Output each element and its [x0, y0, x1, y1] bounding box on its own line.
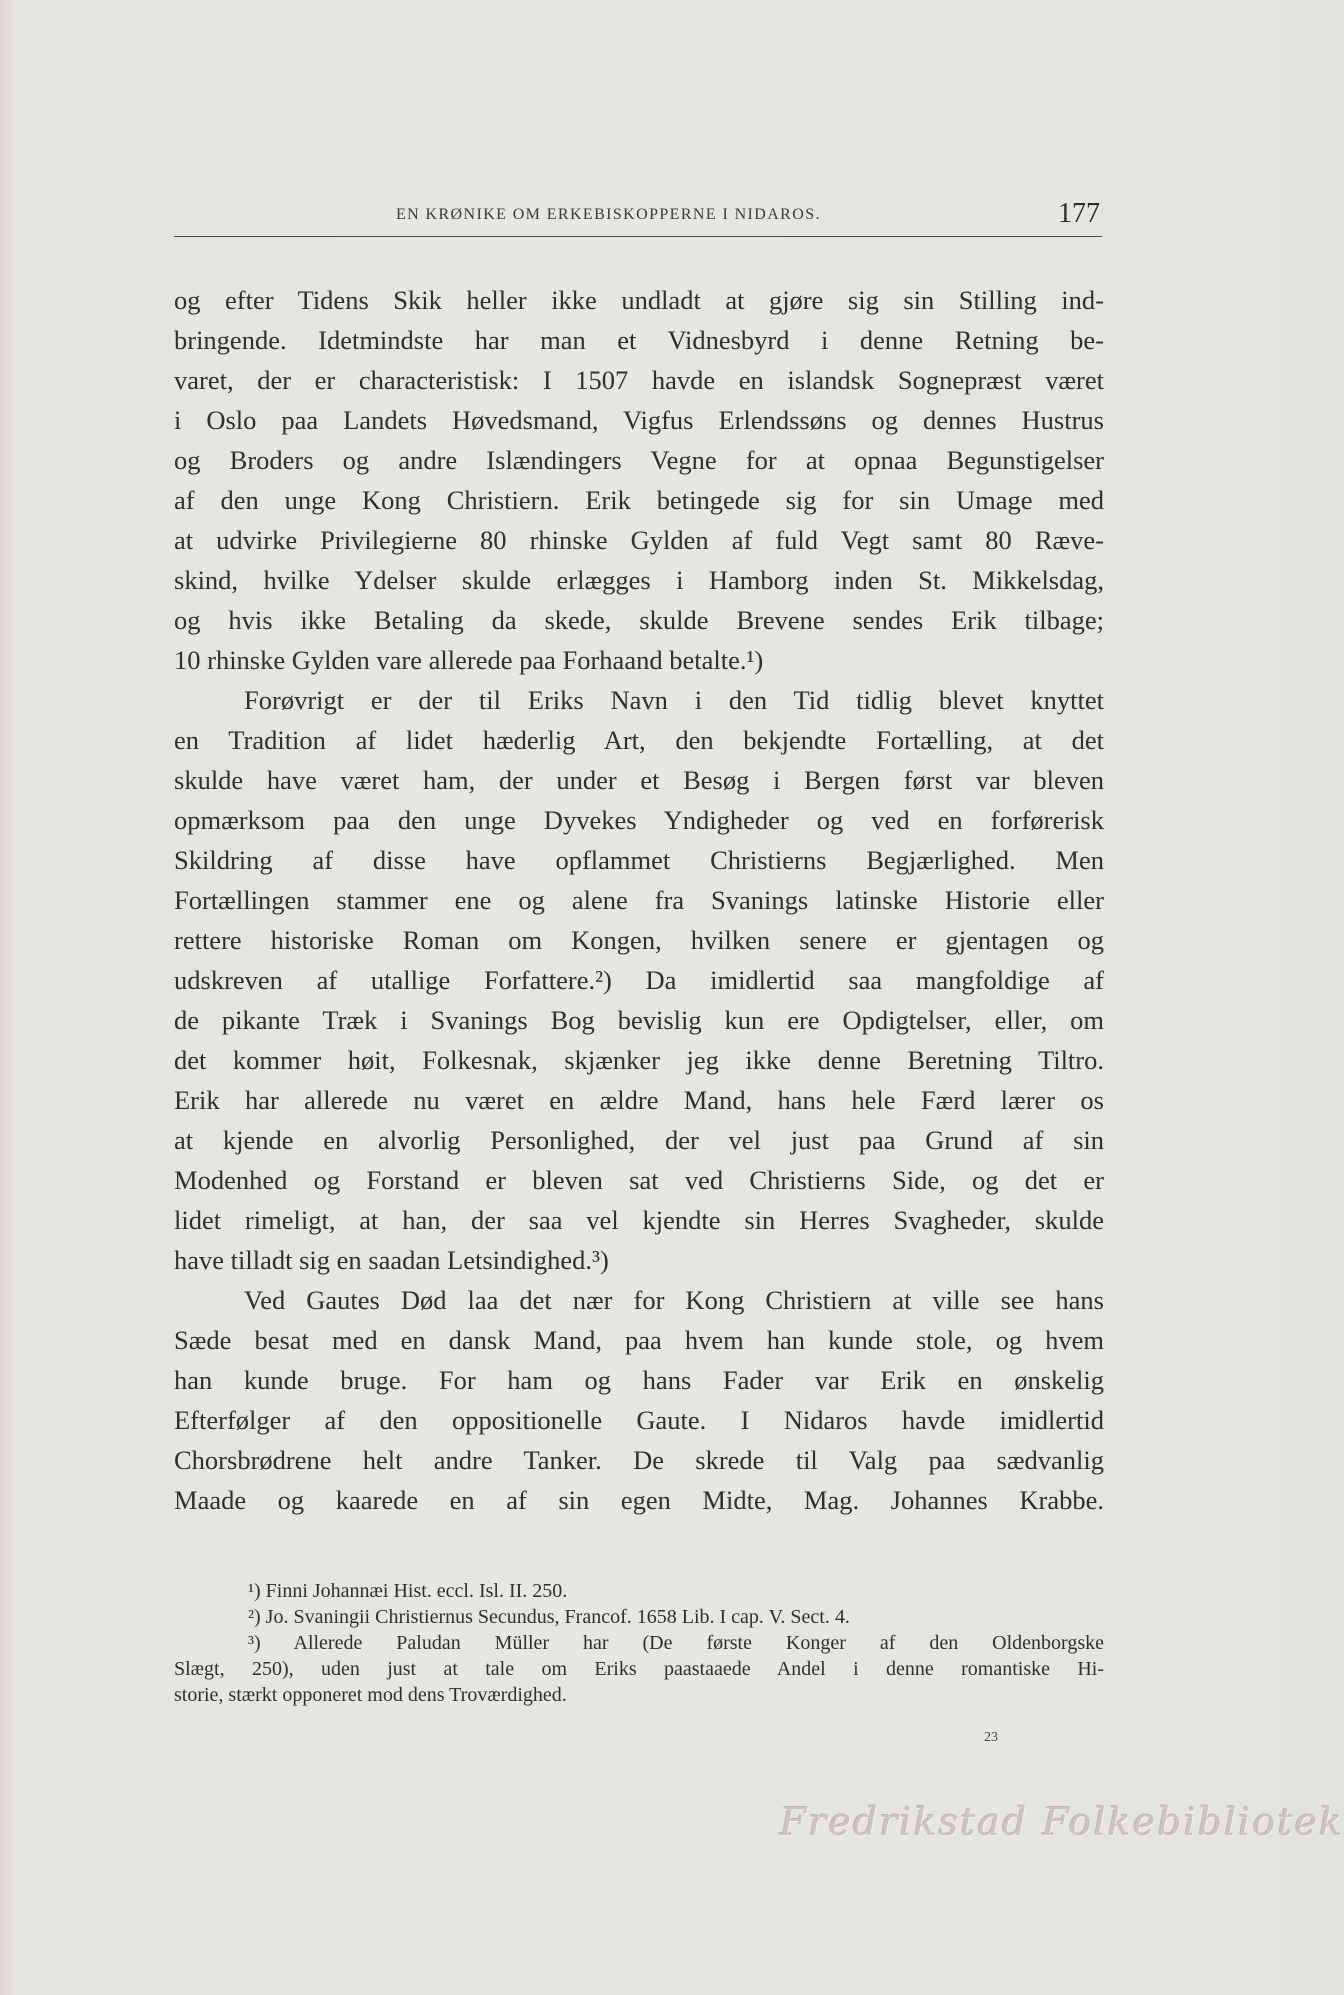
footnote-line: storie, stærkt opponeret mod dens Troværdighed. — [174, 1684, 567, 1706]
signature-mark: 23 — [984, 1730, 998, 1745]
body-line: opmærksom paa den unge Dyvekes Yndigheder og ved en forførerisk — [174, 805, 1104, 835]
body-line: Erik har allerede nu været en ældre Mand, hans hele Færd lærer os — [174, 1085, 1104, 1115]
body-line: i Oslo paa Landets Høvedsmand, Vigfus Erlendssøns og dennes Hustrus — [174, 405, 1104, 435]
library-stamp: Fredrikstad Folkebibliotek — [780, 1800, 1344, 1844]
body-line: Fortællingen stammer ene og alene fra Svanings latinske Historie eller — [174, 885, 1104, 915]
running-title: EN KRØNIKE OM ERKEBISKOPPERNE I NIDAROS. — [396, 206, 821, 223]
body-line: Forøvrigt er der til Eriks Navn i den Tid tidlig blevet knyttet — [244, 685, 1104, 715]
body-line: Sæde besat med en dansk Mand, paa hvem han kunde stole, og hvem — [174, 1325, 1104, 1355]
body-text — [174, 280, 1104, 1520]
running-header — [174, 196, 1102, 237]
body-line: varet, der er characteristisk: I 1507 havde en islandsk Sognepræst været — [174, 365, 1104, 395]
body-line: skind, hvilke Ydelser skulde erlægges i Hamborg inden St. Mikkelsdag, — [174, 565, 1104, 595]
body-line: en Tradition af lidet hæderlig Art, den bekjendte Fortælling, at det — [174, 725, 1104, 755]
body-line: Maade og kaarede en af sin egen Midte, Mag. Johannes Krabbe. — [174, 1485, 1104, 1515]
body-line: de pikante Træk i Svanings Bog bevislig kun ere Opdigtelser, eller, om — [174, 1005, 1104, 1035]
footnote-line: ³) Allerede Paludan Müller har (De første Konger af den Oldenborgske — [248, 1632, 1104, 1654]
body-line: og hvis ikke Betaling da skede, skulde Brevene sendes Erik tilbage; — [174, 605, 1104, 635]
footnote-line: ¹) Finni Johannæi Hist. eccl. Isl. II. 250. — [248, 1580, 568, 1602]
body-line: rettere historiske Roman om Kongen, hvilken senere er gjentagen og — [174, 925, 1104, 955]
body-line: Skildring af disse have opflammet Christierns Begjærlighed. Men — [174, 845, 1104, 875]
body-line: udskreven af utallige Forfattere.²) Da imidlertid saa mangfoldige af — [174, 965, 1104, 995]
body-line: af den unge Kong Christiern. Erik betingede sig for sin Umage med — [174, 485, 1104, 515]
body-line: have tilladt sig en saadan Letsindighed.³) — [174, 1245, 609, 1275]
footnotes — [174, 1578, 1104, 1708]
body-line: og efter Tidens Skik heller ikke undladt at gjøre sig sin Stilling ind- — [174, 285, 1104, 315]
body-line: det kommer høit, Folkesnak, skjænker jeg ikke denne Beretning Tiltro. — [174, 1045, 1104, 1075]
footnote-line: Slægt, 250), uden just at tale om Eriks paastaaede Andel i denne romantiske Hi- — [174, 1658, 1104, 1680]
body-line: Ved Gautes Død laa det nær for Kong Christiern at ville see hans — [244, 1285, 1104, 1315]
body-line: han kunde bruge. For ham og hans Fader var Erik en ønskelig — [174, 1365, 1104, 1395]
body-line: at kjende en alvorlig Personlighed, der vel just paa Grund af sin — [174, 1125, 1104, 1155]
body-line: Modenhed og Forstand er bleven sat ved Christierns Side, og det er — [174, 1165, 1104, 1195]
body-line: lidet rimeligt, at han, der saa vel kjendte sin Herres Svagheder, skulde — [174, 1205, 1104, 1235]
body-line: skulde have været ham, der under et Besøg i Bergen først var bleven — [174, 765, 1104, 795]
body-line: bringende. Idetmindste har man et Vidnesbyrd i denne Retning be- — [174, 325, 1104, 355]
body-line: Efterfølger af den oppositionelle Gaute. I Nidaros havde imidlertid — [174, 1405, 1104, 1435]
body-line: at udvirke Privilegierne 80 rhinske Gylden af fuld Vegt samt 80 Ræve- — [174, 525, 1104, 555]
page-number: 177 — [1058, 198, 1100, 229]
body-line: Chorsbrødrene helt andre Tanker. De skrede til Valg paa sædvanlig — [174, 1445, 1104, 1475]
body-line: 10 rhinske Gylden vare allerede paa Forhaand betalte.¹) — [174, 645, 764, 675]
footnote-line: ²) Jo. Svaningii Christiernus Secundus, Francof. 1658 Lib. I cap. V. Sect. 4. — [248, 1606, 850, 1628]
body-line: og Broders og andre Islændingers Vegne for at opnaa Begunstigelser — [174, 445, 1104, 475]
